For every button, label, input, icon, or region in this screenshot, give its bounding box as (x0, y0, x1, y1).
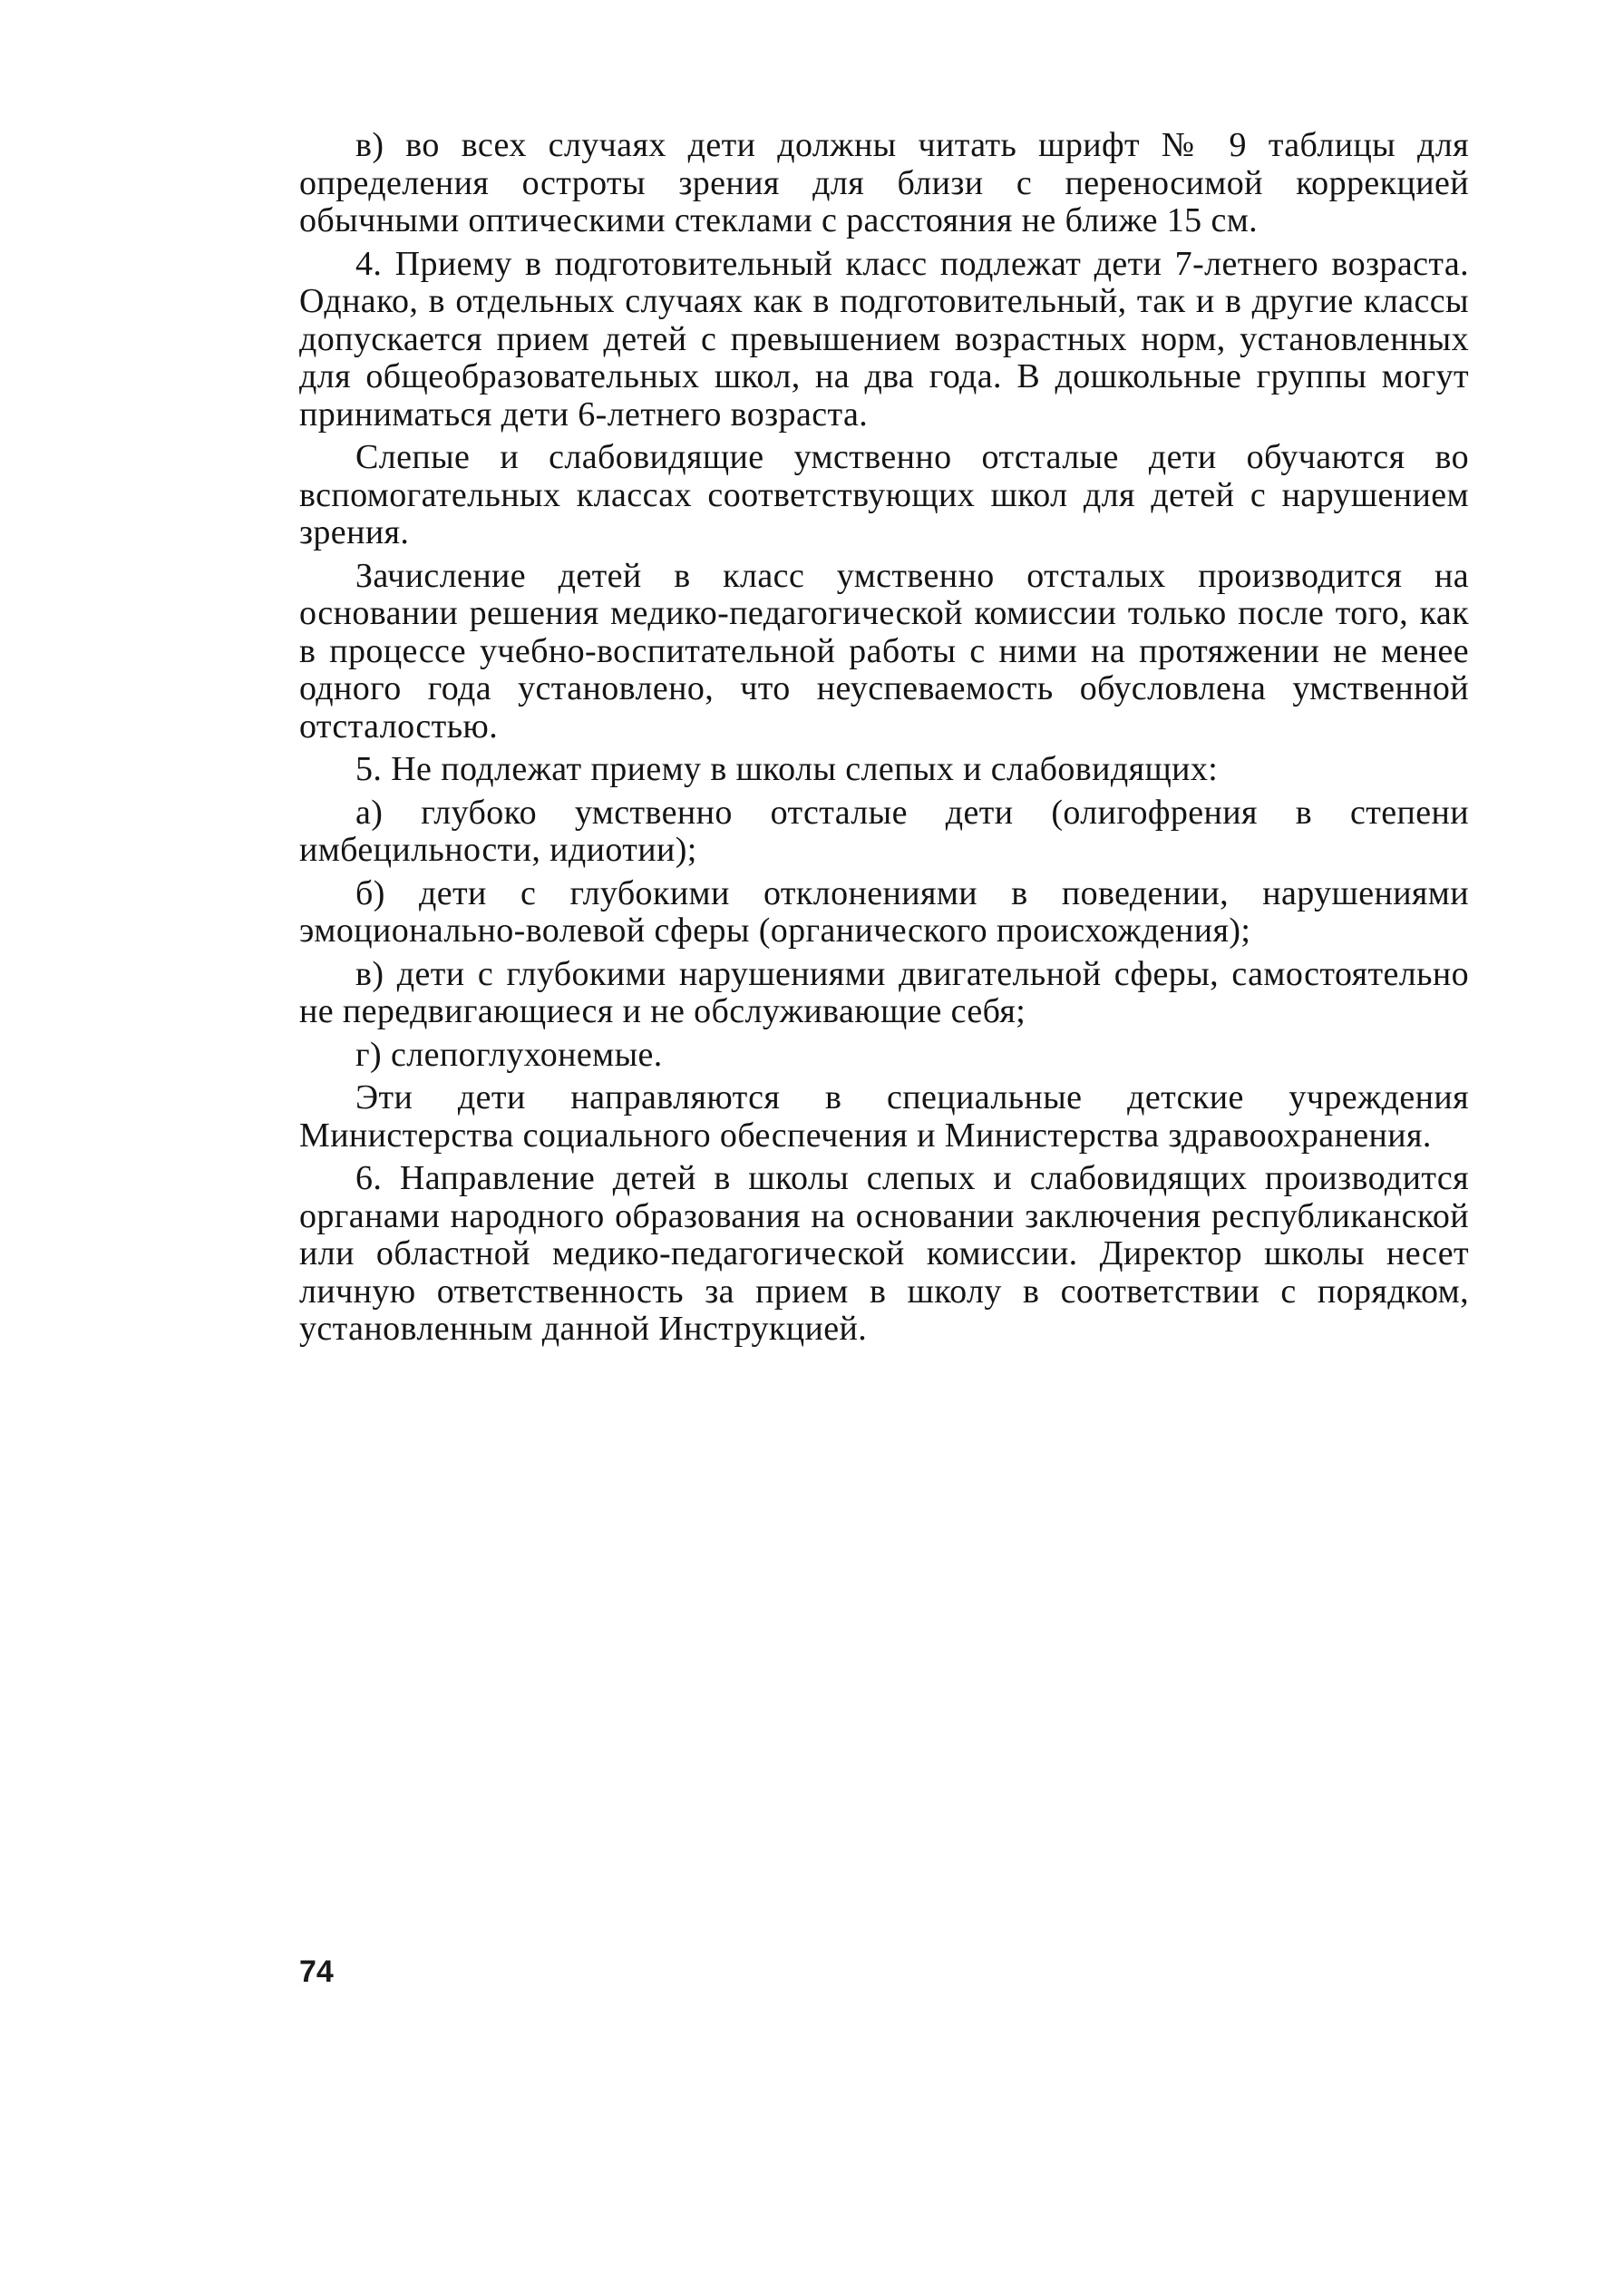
paragraph-not-admitted-heading: 5. Не подлежат приему в школы слепых и слабовидящих: (355, 750, 1219, 788)
paragraph-enrollment-commission: Зачисление детей в класс умственно отсталых производится на основании решения медико-педагогической комиссии только после того, как в процессе учебно-воспитательной работы с ними на протяжении не менее одного года установлено, что неуспеваемость обусловлена умственной отсталостью. (299, 556, 1469, 746)
list-item-v: в) дети с глубокими нарушениями двигательной сферы, самостоятельно не передвигающиеся и не обслуживающие себя; (299, 954, 1469, 1030)
paragraph-referral-procedure: 6. Направление детей в школы слепых и слабовидящих производится органами народного образования на основании заключения республиканской или областной медико-педагогической комиссии. Директор школы несет личную ответственность за прием в школу в соответствии с порядком, установленным данной Инструкцией. (299, 1159, 1469, 1348)
paragraph-visual-acuity-reading: в) во всех случаях дети должны читать шрифт № 9 таблицы для определения остроты зрения для близи с переносимой коррекцией обычными оптическими стеклами с расстояния не ближе 15 см. (299, 126, 1469, 239)
page-number: 74 (299, 1955, 334, 1989)
list-item-b: б) дети с глубокими отклонениями в поведении, нарушениями эмоционально-волевой сферы (органического происхождения); (299, 873, 1469, 950)
paragraph-referral-institutions: Эти дети направляются в специальные детские учреждения Министерства социального обеспечения и Министерства здравоохранения. (299, 1078, 1469, 1155)
list-item-a: а) глубоко умственно отсталые дети (олигофрения в степени имбецильности, идиотии); (299, 793, 1469, 869)
list-item-g: г) слепоглухонемые. (355, 1035, 663, 1074)
paragraph-admission-age: 4. Приему в подготовительный класс подлежат дети 7-летнего возраста. Однако, в отдельных случаях как в подготовительный, так и в другие классы допускается прием детей с превышением возрастных норм, установленных для общеобразовательных школ, на два года. В дошкольные группы могут приниматься дети 6-летнего возраста. (299, 244, 1469, 434)
page-body (299, 127, 1469, 1354)
paragraph-mentally-retarded-blind: Слепые и слабовидящие умственно отсталые дети обучаются во вспомогательных классах соответствующих школ для детей с нарушением зрения. (299, 438, 1469, 551)
